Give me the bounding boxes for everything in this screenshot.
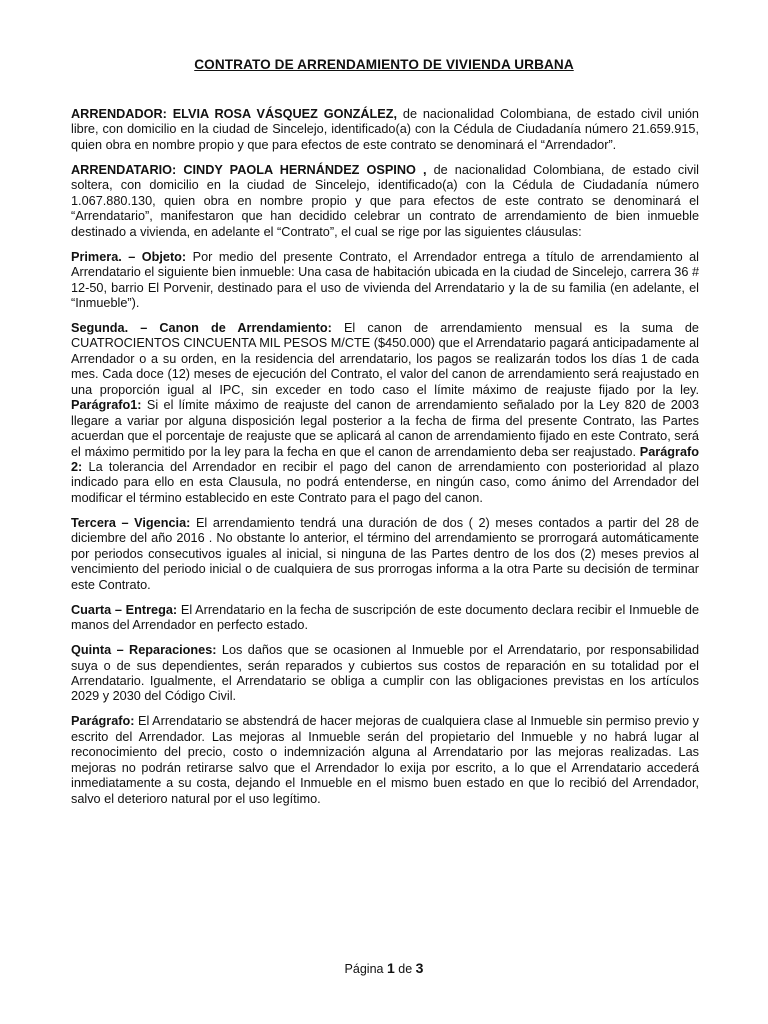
clause-segunda — [71, 321, 699, 506]
paragraph-text: El canon de arrendamiento mensual es la suma de CUATROCIENTOS CINCUENTA MIL PESOS M/CTE ($450.000) que el Arrendatario pagará anticipadamente al Arrendador o a su orden, en la residencia del arrendatario, los pagos se realizarán todos los días 1 de cada mes. Cada doce (12) meses de ejecución del Contrato, el valor del canon de arrendamiento será reajustado en una proporción igual al IPC, sin exceder en todo caso el límite máximo de reajuste fijado por la ley. — [71, 320, 699, 397]
clause-primera — [71, 250, 699, 312]
document-title: CONTRATO DE ARRENDAMIENTO DE VIVIENDA URBANA — [194, 57, 574, 72]
paragraph-text: Los daños que se ocasionen al Inmueble por el Arrendatario, por responsabilidad suya o de sus dependientes, serán reparados y cubiertos sus costos de reparación en su totalidad por el Arrendatario. Igualmente, el Arrendatario se obliga a cumplir con las obligaciones previstas en los artículos 2029 y 2030 del Código Civil. — [71, 643, 700, 704]
page-of-label: de — [398, 962, 413, 976]
paragraph-heading: Cuarta – Entrega: — [71, 602, 178, 617]
page-total-number: 3 — [415, 960, 424, 976]
paragraph-text: El arrendamiento tendrá una duración de dos ( 2) meses contados a partir del 28 de diciembre del año 2016 . No obstante lo anterior, el término del arrendamiento se prorrogará automáticamente por periodos consecutivos iguales al inicial, si ninguna de las Partes dentro de los dos (2) meses previos al vencimiento del periodo inicial o de cualquiera de sus prorrogas informa a la otra Parte su decisión de terminar este Contrato. — [71, 515, 699, 592]
paragraph-heading: Segunda. – Canon de Arrendamiento: — [71, 320, 332, 335]
paragraph-heading: Parágrafo: — [71, 714, 135, 729]
paragrafo-heading: Parágrafo1: — [71, 398, 142, 413]
document-body — [71, 107, 699, 817]
paragraph-heading: Tercera – Vigencia: — [71, 515, 191, 530]
page-footer — [0, 960, 768, 976]
paragrafo-heading: Parágrafo 2: — [71, 444, 699, 475]
paragraph-heading: Primera. – Objeto: — [71, 249, 187, 264]
paragraph-text: de nacionalidad Colombiana, de estado civil soltera, con domicilio en la ciudad de Sincelejo, identificado(a) con la Cédula de Ciudadanía número 1.067.880.130, quien obra en nombre propio y que para efectos de este contrato se denominará el “Arrendatario”, manifestaron que han decidido celebrar un contrato de arrendamiento de bien inmueble destinado a vivienda, en adelante el “Contrato”, el cual se rige por las siguientes cláusulas: — [71, 162, 699, 239]
clause-quinta — [71, 643, 699, 705]
paragraph-text: La tolerancia del Arrendador en recibir el pago del canon de arrendamiento con posterioridad al plazo indicado para ello en esta Clausula, no podrá entenderse, en ningún caso, como ánimo del Arrendador del modificar el término establecido en este Contrato para el pago del canon. — [71, 460, 699, 505]
paragraph-text: Por medio del presente Contrato, el Arrendador entrega a título de arrendamiento al Arrendatario el siguiente bien inmueble: Una casa de habitación ubicada en la ciudad de Sincelejo, carrera 36 # 12-50, barrio El Porvenir, destinado para el uso de vivienda del Arrendatario y la de su familia (en adelante, el “Inmueble”). — [71, 249, 699, 310]
arrendatario-paragraph — [71, 163, 699, 240]
clause-tercera — [71, 516, 699, 593]
paragraph-text: El Arrendatario se abstendrá de hacer mejoras de cualquiera clase al Inmueble sin permiso previo y escrito del Arrendador. Las mejoras al Inmueble serán del propietario del Inmueble y no habrá lugar al reconocimiento del precio, costo o indemnización alguna al Arrendatario por las mejoras realizadas. Las mejoras no podrán retirarse salvo que el Arrendador lo exija por escrito, a lo que el Arrendatario accederá inmediatamente a su costa, dejando el Inmueble en el mismo buen estado en que lo recibió del Arrendador, salvo el deterioro natural por el uso legítimo. — [71, 714, 699, 806]
paragraph-heading: Quinta – Reparaciones: — [71, 643, 217, 658]
paragraph-heading: ARRENDADOR: ELVIA ROSA VÁSQUEZ GONZÁLEZ, — [71, 107, 398, 121]
clause-cuarta — [71, 603, 699, 634]
page-current-number: 1 — [386, 960, 395, 976]
paragraph-heading: ARRENDATARIO: CINDY PAOLA HERNÁNDEZ OSPINO , — [71, 162, 427, 177]
paragraph-text: El Arrendatario en la fecha de suscripción de este documento declara recibir el Inmueble de manos del Arrendador en perfecto estado. — [71, 602, 700, 633]
clause-paragrafo — [71, 714, 699, 807]
arrendador-paragraph — [71, 107, 699, 153]
paragraph-text: de nacionalidad Colombiana, de estado civil unión libre, con domicilio en la ciudad de Sincelejo, identificado(a) con la Cédula de Ciudadanía número 21.659.915, quien obra en nombre propio y que para efectos de este contrato se denominará el “Arrendador”. — [71, 107, 699, 152]
page-label: Página — [344, 962, 384, 976]
paragraph-text: Si el límite máximo de reajuste del canon de arrendamiento señalado por la Ley 820 de 2003 llegare a variar por alguna disposición legal posterior a la fecha de firma del presente Contrato, las Partes acuerdan que el porcentaje de reajuste que se aplicará al canon de arrendamiento fijado en este Contrato, será el máximo permitido por la ley para la fecha en que el canon de arrendamiento deba ser reajustado. — [71, 398, 699, 459]
